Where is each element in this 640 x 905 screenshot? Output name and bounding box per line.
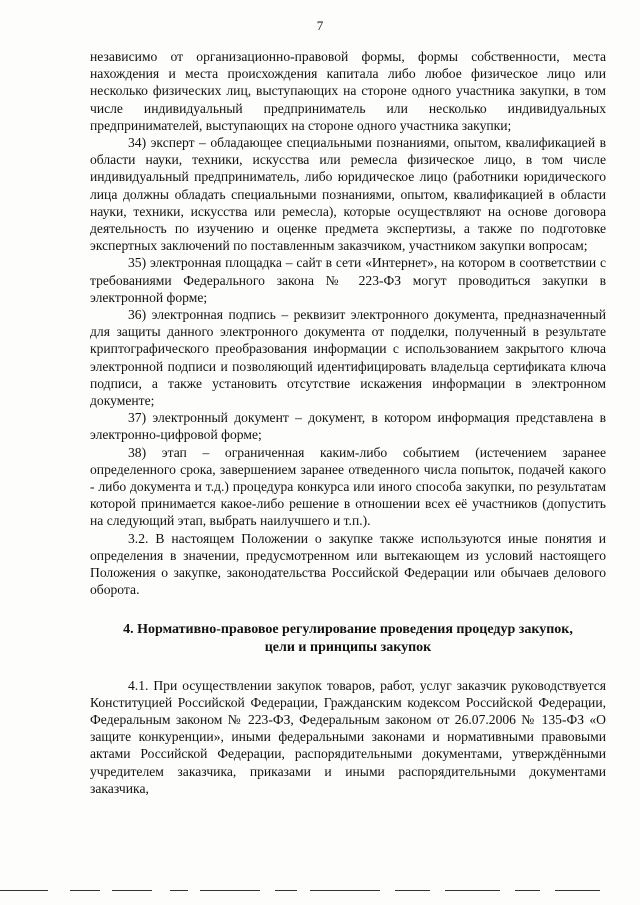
scan-artifact-lines [0,885,640,895]
definitions-list [90,48,606,599]
section-heading-line1: 4. Нормативно-правовое регулирование проведения процедур закупок, [123,621,573,637]
paragraph: 35) электронная площадка – сайт в сети «Интернет», на котором в соответствии с требованиями Федерального закона № 223-ФЗ могут проводиться закупки в электронной форме; [90,255,606,305]
document-body [90,48,606,797]
section-body [90,677,606,797]
section-heading-line2: цели и принципы закупок [264,639,432,655]
paragraph: 38) этап – ограниченная каким-либо событием (истечением заранее определенного срока, завершением заранее отведенного числа попыток, подачей какого - либо документа и т.д.) процедура конкурса или иного способа закупки, по результатам которой принимается какое-либо решение в отношении всех её участников (допустить на следующий этап, выбрать наилучшего и т.п.). [90,444,606,529]
paragraph: 34) эксперт – обладающее специальными познаниями, опытом, квалификацией в области науки, техники, искусства или ремесла физическое лицо, в том числе индивидуальный предприниматель, либо юридическое лицо (работники юридического лица должны обладать специальными познаниями, опытом, квалификацией в области науки, техники, искусства или ремесла), которые осуществляют на основе договора деятельность по изучению и оценке предмета экспертизы, а также по подготовке экспертных заключений по поставленным заказчиком, участником закупки вопросам; [90,135,606,254]
section-heading [90,621,606,657]
page-number: 7 [316,18,324,33]
paragraph: 3.2. В настоящем Положении о закупке также используются иные понятия и определения в значении, предусмотренном или вытекающем из условий настоящего Положения о закупке, законодательства Российской Федерации или обычаев делового оборота. [90,530,606,598]
paragraph: 4.1. При осуществлении закупок товаров, работ, услуг заказчик руководствуется Конституцией Российской Федерации, Гражданским кодексом Российской Федерации, Федеральным законом № 223-ФЗ, Федеральным законом от 26.07.2006 № 135-ФЗ «О защите конкуренции», иными федеральными законами и нормативными правовыми актами Российской Федерации, распорядительными документами, утверждёнными учредителем заказчика, приказами и иными распорядительными документами заказчика, [90,677,606,796]
paragraph: независимо от организационно-правовой формы, формы собственности, места нахождения и места происхождения капитала либо любое физическое лицо или несколько физических лиц, выступающих на стороне одного участника закупки, в том числе индивидуальный предприниматель или несколько индивидуальных предпринимателей, выступающих на стороне одного участника закупки; [90,49,606,133]
paragraph: 36) электронная подпись – реквизит электронного документа, предназначенный для защиты данного электронного документа от подделки, полученный в результате криптографического преобразования информации с использованием закрытого ключа электронной подписи и позволяющий идентифицировать владельца сертификата ключа подписи, а также установить отсутствие искажения информации в электронном документе; [90,307,606,409]
paragraph: 37) электронный документ – документ, в котором информация представлена в электронно-цифровой форме; [90,410,606,443]
